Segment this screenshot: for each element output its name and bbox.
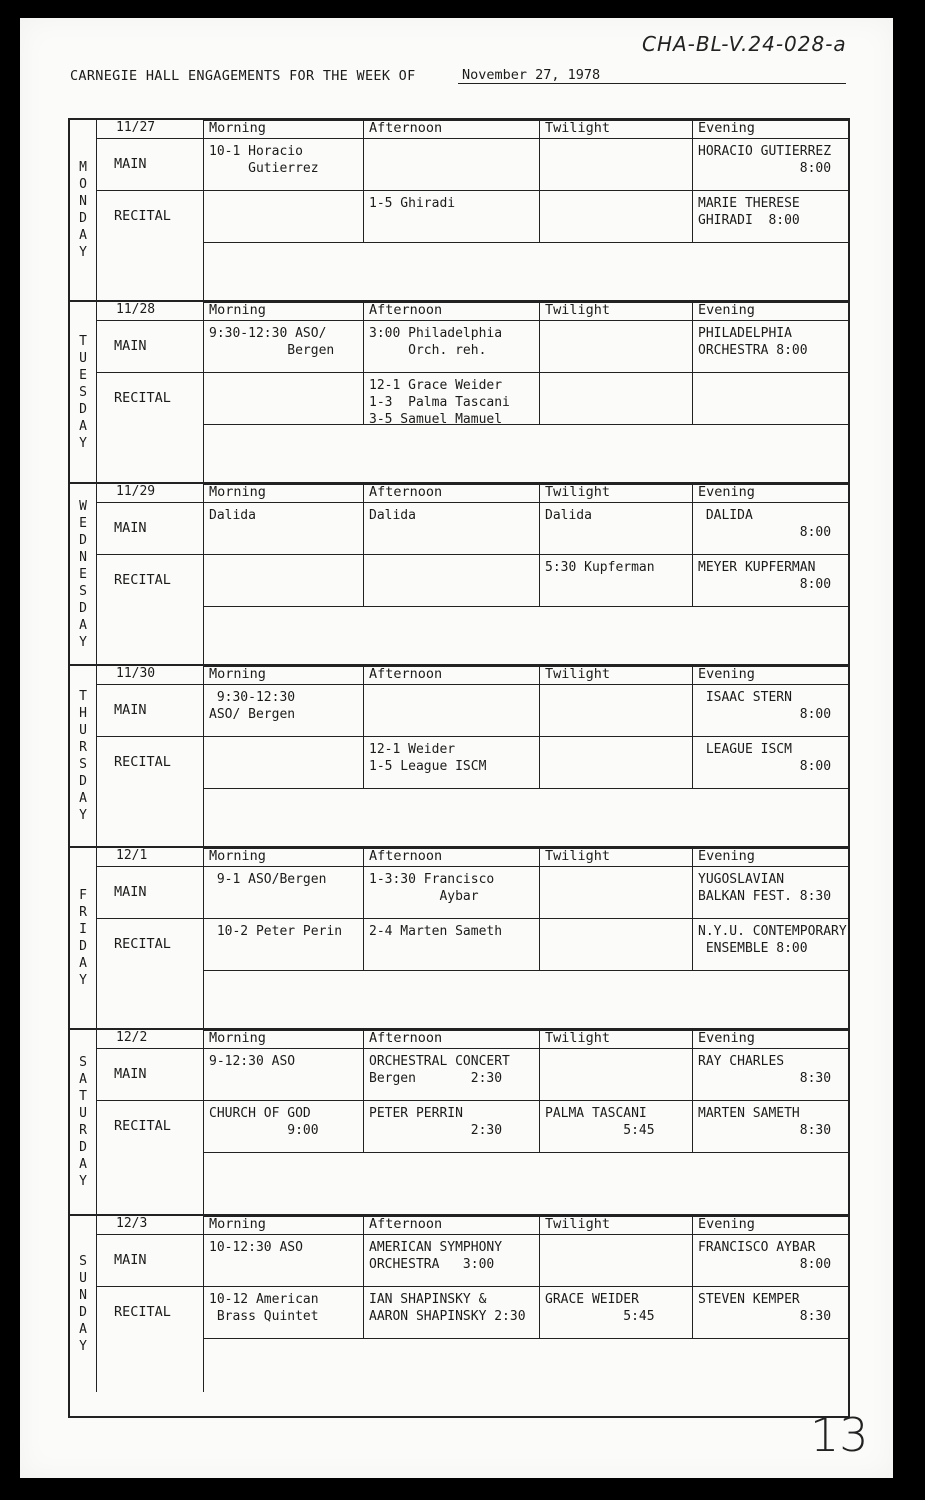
grid-line	[363, 484, 364, 606]
column-heading-twilight: Twilight	[545, 1030, 611, 1046]
day-letter: Y	[79, 973, 87, 988]
grid-line	[203, 302, 204, 484]
main-evening-cell: ISAAC STERN 8:00	[705, 690, 832, 722]
grid-line	[203, 1152, 848, 1153]
day-grid	[96, 666, 848, 846]
day-letter: U	[79, 1106, 87, 1121]
row-label-main: MAIN	[114, 884, 147, 900]
row-label-recital: RECITAL	[114, 936, 171, 952]
day-letter: S	[79, 583, 87, 599]
day-letter: D	[79, 939, 87, 954]
recital-morning-cell: 10-12 American Brass Quintet	[209, 1292, 319, 1324]
grid-line	[692, 848, 693, 970]
day-name	[70, 302, 97, 482]
main-twilight-cell: Dalida	[545, 508, 592, 523]
recital-twilight-cell: 5:30 Kupferman	[545, 560, 655, 575]
grid-line	[203, 120, 204, 302]
grid-line	[96, 554, 848, 555]
column-heading-morning: Morning	[209, 848, 266, 864]
grid-line	[692, 484, 693, 606]
recital-evening-cell: MEYER KUPFERMAN 8:00	[698, 560, 832, 592]
day-letter: E	[79, 367, 87, 383]
day-letter: A	[79, 791, 87, 806]
grid-line	[203, 1216, 204, 1392]
main-afternoon-cell: ORCHESTRAL CONCERT Bergen 2:30	[369, 1054, 510, 1086]
grid-line	[96, 736, 848, 737]
day-letter: A	[79, 1157, 87, 1172]
recital-twilight-cell: GRACE WEIDER 5:45	[545, 1292, 655, 1324]
main-evening-cell: FRANCISCO AYBAR 8:00	[698, 1240, 832, 1272]
grid-line	[96, 502, 848, 503]
main-morning-cell: 10-12:30 ASO	[209, 1240, 303, 1255]
day-letter: E	[79, 515, 87, 531]
main-morning-cell: 9:30-12:30 ASO/ Bergen	[209, 326, 335, 358]
column-heading-morning: Morning	[209, 120, 266, 136]
grid-line	[96, 1234, 848, 1235]
day-date: 11/28	[116, 302, 156, 317]
day-block-wednesday	[70, 484, 848, 666]
column-heading-afternoon: Afternoon	[369, 666, 443, 682]
column-heading-twilight: Twilight	[545, 302, 611, 318]
day-letter: W	[79, 498, 87, 514]
grid-line	[692, 120, 693, 242]
day-grid	[96, 484, 848, 664]
column-heading-afternoon: Afternoon	[369, 1216, 443, 1232]
grid-line	[539, 120, 540, 242]
row-label-main: MAIN	[114, 1252, 147, 1268]
week-date: November 27, 1978	[458, 67, 846, 84]
main-afternoon-cell: 1-3:30 Francisco Aybar	[369, 872, 495, 904]
day-block-monday	[70, 120, 848, 302]
column-heading-afternoon: Afternoon	[369, 302, 443, 318]
main-evening-cell: HORACIO GUTIERREZ 8:00	[698, 144, 832, 176]
grid-line	[203, 484, 204, 666]
day-date: 12/3	[116, 1216, 148, 1231]
column-heading-evening: Evening	[698, 1030, 755, 1046]
row-label-main: MAIN	[114, 520, 147, 536]
column-heading-afternoon: Afternoon	[369, 120, 443, 136]
day-letter: R	[79, 740, 87, 755]
recital-evening-cell: LEAGUE ISCM 8:00	[705, 742, 832, 774]
column-heading-afternoon: Afternoon	[369, 484, 443, 500]
column-heading-evening: Evening	[698, 848, 755, 864]
recital-evening-cell: N.Y.U. CONTEMPORARY ENSEMBLE 8:00	[698, 924, 847, 956]
day-letter: A	[79, 228, 87, 243]
column-heading-evening: Evening	[698, 484, 755, 500]
recital-afternoon-cell: 2-4 Marten Sameth	[369, 924, 503, 939]
grid-line	[203, 848, 204, 1030]
column-heading-evening: Evening	[698, 120, 755, 136]
recital-morning-cell: CHURCH OF GOD 9:00	[209, 1106, 319, 1138]
column-heading-twilight: Twilight	[545, 666, 611, 682]
day-letter: D	[79, 774, 87, 789]
day-date: 11/30	[116, 666, 156, 681]
day-letter: Y	[79, 808, 87, 823]
recital-afternoon-cell: 12-1 Weider 1-5 League ISCM	[369, 742, 487, 774]
day-letter: Y	[79, 435, 87, 451]
recital-evening-cell: MARTEN SAMETH 8:30	[698, 1106, 832, 1138]
day-grid	[96, 302, 848, 482]
grid-line	[96, 1048, 848, 1049]
day-letter: A	[79, 617, 87, 633]
day-letter: I	[79, 922, 87, 937]
day-grid	[96, 1216, 848, 1392]
grid-line	[363, 1030, 364, 1152]
recital-twilight-cell: PALMA TASCANI 5:45	[545, 1106, 655, 1138]
column-heading-twilight: Twilight	[545, 484, 611, 500]
day-letter: M	[79, 160, 87, 175]
column-heading-morning: Morning	[209, 484, 266, 500]
grid-line	[203, 606, 848, 607]
grid-line	[203, 424, 848, 425]
main-morning-cell: 9:30-12:30 ASO/ Bergen	[209, 690, 296, 722]
grid-line	[203, 666, 204, 848]
column-heading-twilight: Twilight	[545, 1216, 611, 1232]
day-letter: Y	[79, 1174, 87, 1189]
day-block-friday	[70, 848, 848, 1030]
weekly-schedule-table	[68, 118, 850, 1418]
recital-afternoon-cell: 1-5 Ghiradi	[369, 196, 456, 211]
day-name	[70, 120, 97, 300]
recital-evening-cell: MARIE THERESE GHIRADI 8:00	[698, 196, 800, 228]
day-letter: Y	[79, 245, 87, 260]
main-evening-cell: YUGOSLAVIAN BALKAN FEST. 8:30	[698, 872, 832, 904]
row-label-recital: RECITAL	[114, 754, 171, 770]
day-letter: S	[79, 1055, 87, 1070]
page-title: CARNEGIE HALL ENGAGEMENTS FOR THE WEEK OF	[70, 68, 416, 84]
grid-line	[692, 1030, 693, 1152]
column-heading-evening: Evening	[698, 666, 755, 682]
day-letter: D	[79, 1140, 87, 1155]
recital-afternoon-cell: PETER PERRIN 2:30	[369, 1106, 503, 1138]
day-letter: N	[79, 549, 87, 565]
day-letter: R	[79, 1123, 87, 1138]
grid-line	[539, 1216, 540, 1338]
row-label-main: MAIN	[114, 1066, 147, 1082]
day-letter: D	[79, 532, 87, 548]
grid-line	[96, 190, 848, 191]
grid-line	[203, 1338, 848, 1339]
day-name	[70, 848, 97, 1028]
day-letter: S	[79, 384, 87, 400]
day-date: 12/2	[116, 1030, 148, 1045]
day-letter: U	[79, 350, 87, 366]
column-heading-morning: Morning	[209, 666, 266, 682]
grid-line	[203, 788, 848, 789]
main-morning-cell: Dalida	[209, 508, 256, 523]
day-date: 11/29	[116, 484, 156, 499]
day-letter: N	[79, 1288, 87, 1303]
grid-line	[363, 1216, 364, 1338]
day-block-tuesday	[70, 302, 848, 484]
day-grid	[96, 848, 848, 1028]
main-afternoon-cell: AMERICAN SYMPHONY ORCHESTRA 3:00	[369, 1240, 503, 1272]
archive-id: CHA-BL-V.24-028-a	[642, 32, 847, 56]
recital-evening-cell: STEVEN KEMPER 8:30	[698, 1292, 832, 1324]
grid-line	[96, 1286, 848, 1287]
column-heading-morning: Morning	[209, 1216, 266, 1232]
document-page	[20, 18, 893, 1478]
day-block-saturday	[70, 1030, 848, 1216]
recital-afternoon-cell: IAN SHAPINSKY & AARON SHAPINSKY 2:30	[369, 1292, 526, 1324]
day-name	[70, 1216, 97, 1392]
day-letter: R	[79, 905, 87, 920]
column-heading-afternoon: Afternoon	[369, 1030, 443, 1046]
row-label-recital: RECITAL	[114, 208, 171, 224]
main-evening-cell: DALIDA 8:00	[705, 508, 832, 540]
day-letter: T	[79, 333, 87, 349]
day-letter: A	[79, 1322, 87, 1337]
column-heading-twilight: Twilight	[545, 848, 611, 864]
main-evening-cell: PHILADELPHIA ORCHESTRA 8:00	[698, 326, 808, 358]
recital-morning-cell: 10-2 Peter Perin	[209, 924, 343, 939]
grid-line	[539, 302, 540, 424]
day-letter: O	[79, 177, 87, 192]
day-grid	[96, 1030, 848, 1214]
grid-line	[96, 918, 848, 919]
day-letter: E	[79, 566, 87, 582]
grid-line	[203, 242, 848, 243]
grid-line	[203, 1030, 204, 1216]
grid-line	[96, 866, 848, 867]
day-block-thursday	[70, 666, 848, 848]
day-letter: T	[79, 1089, 87, 1104]
row-label-recital: RECITAL	[114, 572, 171, 588]
row-label-main: MAIN	[114, 156, 147, 172]
recital-afternoon-cell: 12-1 Grace Weider 1-3 Palma Tascani 3-5 Samuel Mamuel	[369, 378, 510, 427]
day-letter: A	[79, 956, 87, 971]
column-heading-evening: Evening	[698, 302, 755, 318]
day-name	[70, 1030, 97, 1214]
main-afternoon-cell: 3:00 Philadelphia Orch. reh.	[369, 326, 503, 358]
main-morning-cell: 9-12:30 ASO	[209, 1054, 296, 1069]
day-letter: D	[79, 1305, 87, 1320]
column-heading-afternoon: Afternoon	[369, 848, 443, 864]
grid-line	[363, 120, 364, 242]
day-letter: N	[79, 194, 87, 209]
grid-line	[203, 970, 848, 971]
column-heading-morning: Morning	[209, 1030, 266, 1046]
day-letter: A	[79, 418, 87, 434]
day-letter: H	[79, 706, 87, 721]
day-letter: S	[79, 757, 87, 772]
day-name	[70, 484, 97, 664]
column-heading-evening: Evening	[698, 1216, 755, 1232]
day-grid	[96, 120, 848, 300]
grid-line	[692, 302, 693, 424]
grid-line	[539, 484, 540, 606]
day-letter: T	[79, 689, 87, 704]
day-letter: Y	[79, 1339, 87, 1354]
column-heading-morning: Morning	[209, 302, 266, 318]
day-date: 11/27	[116, 120, 156, 135]
main-morning-cell: 9-1 ASO/Bergen	[209, 872, 327, 887]
row-label-recital: RECITAL	[114, 390, 171, 406]
grid-line	[96, 138, 848, 139]
day-name	[70, 666, 97, 846]
row-label-main: MAIN	[114, 702, 147, 718]
grid-line	[539, 1030, 540, 1152]
grid-line	[363, 848, 364, 970]
row-label-main: MAIN	[114, 338, 147, 354]
day-letter: D	[79, 401, 87, 417]
grid-line	[363, 302, 364, 424]
grid-line	[539, 848, 540, 970]
main-afternoon-cell: Dalida	[369, 508, 416, 523]
day-date: 12/1	[116, 848, 148, 863]
day-letter: Y	[79, 634, 87, 650]
grid-line	[692, 1216, 693, 1338]
day-letter: D	[79, 600, 87, 616]
day-letter: D	[79, 211, 87, 226]
main-morning-cell: 10-1 Horacio Gutierrez	[209, 144, 319, 176]
day-letter: U	[79, 723, 87, 738]
column-heading-twilight: Twilight	[545, 120, 611, 136]
grid-line	[96, 1100, 848, 1101]
day-letter: F	[79, 888, 87, 903]
day-letter: A	[79, 1072, 87, 1087]
page-number: 13	[810, 1408, 869, 1462]
day-letter: U	[79, 1271, 87, 1286]
row-label-recital: RECITAL	[114, 1304, 171, 1320]
day-letter: S	[79, 1254, 87, 1269]
grid-line	[539, 666, 540, 788]
main-evening-cell: RAY CHARLES 8:30	[698, 1054, 832, 1086]
row-label-recital: RECITAL	[114, 1118, 171, 1134]
grid-line	[96, 320, 848, 321]
grid-line	[692, 666, 693, 788]
grid-line	[96, 684, 848, 685]
grid-line	[96, 372, 848, 373]
day-block-sunday	[70, 1216, 848, 1392]
grid-line	[363, 666, 364, 788]
